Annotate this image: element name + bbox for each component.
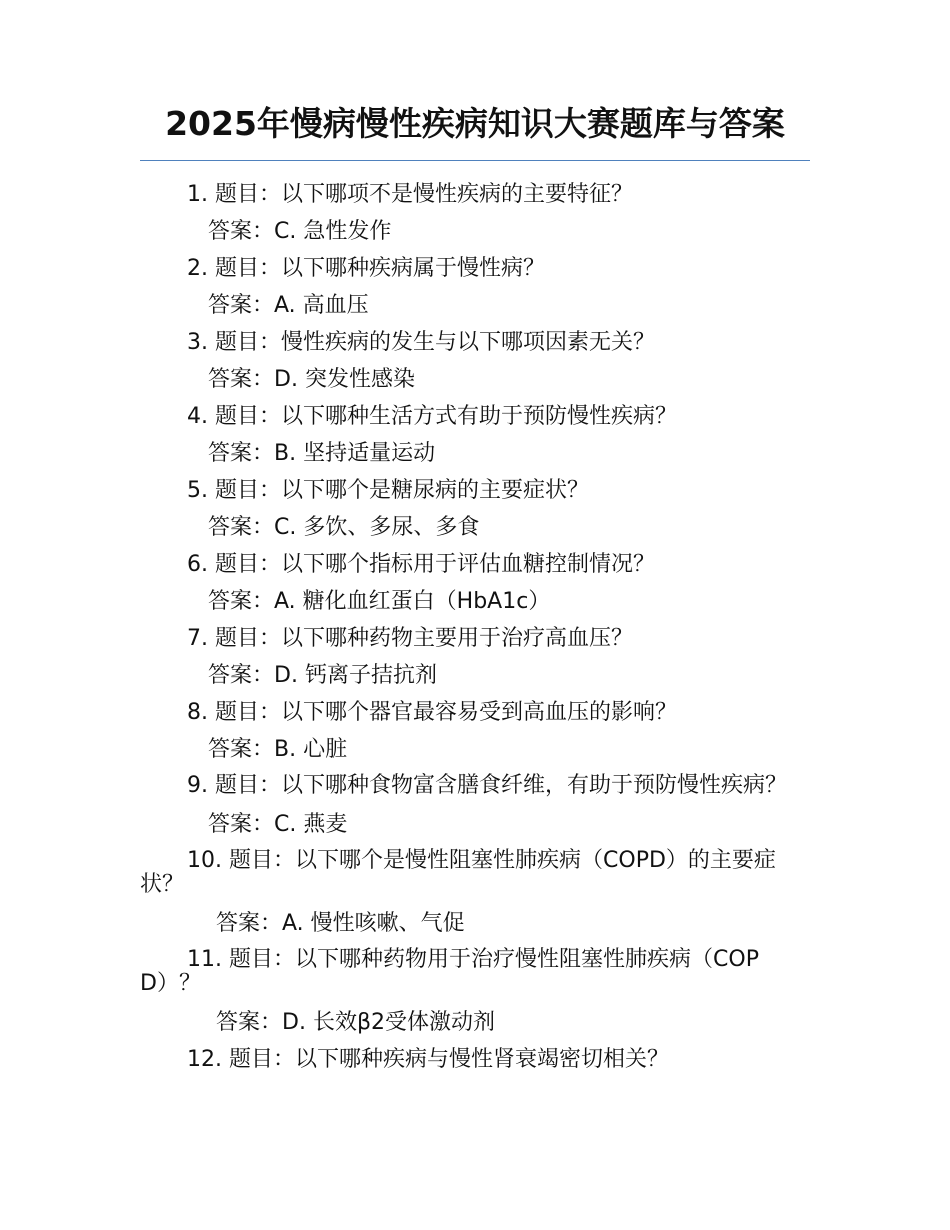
question-prefix: 题目： — [215, 404, 282, 429]
question-text: 以下哪个是慢性阻塞性肺疾病（COPD）的主要症状？ — [140, 848, 776, 897]
answer-text: C. 多饮、多尿、多食 — [274, 515, 480, 540]
answer-text: D. 突发性感染 — [274, 367, 415, 392]
answer-text: C. 燕麦 — [274, 812, 348, 837]
question-4 — [140, 398, 810, 435]
answer-3 — [140, 361, 810, 398]
question-text: 以下哪个指标用于评估血糖控制情况？ — [281, 552, 656, 577]
question-number: 8. — [187, 700, 208, 725]
answer-text: B. 心脏 — [274, 737, 348, 762]
answer-prefix: 答案： — [208, 589, 275, 614]
answer-prefix: 答案： — [216, 911, 283, 936]
question-5 — [140, 472, 810, 509]
answer-2 — [140, 287, 810, 324]
answer-8 — [140, 731, 810, 768]
question-12 — [140, 1041, 810, 1078]
question-number: 9. — [187, 773, 208, 798]
question-8 — [140, 694, 810, 731]
answer-9 — [140, 806, 810, 843]
question-prefix: 题目： — [229, 848, 296, 873]
question-text: 以下哪种药物用于治疗慢性阻塞性肺疾病（COPD）？ — [140, 947, 759, 996]
question-1 — [140, 176, 810, 213]
question-3 — [140, 324, 810, 361]
question-9 — [140, 774, 810, 798]
question-prefix: 题目： — [215, 182, 282, 207]
answer-6 — [140, 583, 810, 620]
answer-4 — [140, 435, 810, 472]
answer-prefix: 答案： — [208, 293, 275, 318]
question-6 — [140, 546, 810, 583]
question-text: 以下哪种食物富含膳食纤维，有助于预防慢性疾病？ — [281, 773, 788, 798]
question-11 — [140, 948, 810, 996]
question-list — [140, 176, 810, 1078]
question-number: 6. — [187, 552, 208, 577]
question-number: 3. — [187, 330, 208, 355]
question-prefix: 题目： — [215, 256, 282, 281]
question-prefix: 题目： — [229, 947, 296, 972]
answer-prefix: 答案： — [208, 441, 275, 466]
question-10 — [140, 849, 810, 897]
question-text: 以下哪种疾病与慢性肾衰竭密切相关？ — [295, 1047, 670, 1072]
answer-1 — [140, 213, 810, 250]
answer-prefix: 答案： — [208, 663, 275, 688]
question-text: 以下哪种生活方式有助于预防慢性疾病？ — [281, 404, 678, 429]
question-text: 以下哪个是糖尿病的主要症状？ — [281, 478, 590, 503]
question-text: 以下哪个器官最容易受到高血压的影响？ — [281, 700, 678, 725]
question-number: 7. — [187, 626, 208, 651]
question-number: 11. — [187, 947, 222, 972]
question-prefix: 题目： — [229, 1047, 296, 1072]
question-2 — [140, 250, 810, 287]
question-prefix: 题目： — [215, 626, 282, 651]
question-text: 慢性疾病的发生与以下哪项因素无关？ — [281, 330, 656, 355]
answer-prefix: 答案： — [216, 1010, 283, 1035]
answer-text: D. 钙离子拮抗剂 — [274, 663, 437, 688]
answer-prefix: 答案： — [208, 367, 275, 392]
question-number: 1. — [187, 182, 208, 207]
answer-prefix: 答案： — [208, 812, 275, 837]
question-text: 以下哪种疾病属于慢性病？ — [281, 256, 546, 281]
answer-text: A. 高血压 — [274, 293, 369, 318]
question-prefix: 题目： — [215, 773, 282, 798]
answer-text: A. 糖化血红蛋白（HbA1c） — [274, 589, 551, 614]
question-prefix: 题目： — [215, 700, 282, 725]
answer-prefix: 答案： — [208, 737, 275, 762]
answer-text: A. 慢性咳嗽、气促 — [282, 911, 465, 936]
question-number: 12. — [187, 1047, 222, 1072]
document-title: 2025年慢病慢性疾病知识大赛题库与答案 — [165, 104, 785, 143]
question-prefix: 题目： — [215, 552, 282, 577]
answer-5 — [140, 509, 810, 546]
question-7 — [140, 620, 810, 657]
question-number: 4. — [187, 404, 208, 429]
answer-11 — [140, 1004, 810, 1041]
question-prefix: 题目： — [215, 478, 282, 503]
question-text: 以下哪项不是慢性疾病的主要特征？ — [281, 182, 634, 207]
question-number: 2. — [187, 256, 208, 281]
title-underline — [140, 160, 810, 161]
answer-10 — [140, 905, 810, 942]
question-number: 5. — [187, 478, 208, 503]
answer-text: B. 坚持适量运动 — [274, 441, 436, 466]
answer-text: D. 长效β2受体激动剂 — [282, 1010, 495, 1035]
question-number: 10. — [187, 848, 222, 873]
answer-prefix: 答案： — [208, 219, 275, 244]
answer-text: C. 急性发作 — [274, 219, 392, 244]
answer-7 — [140, 657, 810, 694]
answer-prefix: 答案： — [208, 515, 275, 540]
question-prefix: 题目： — [215, 330, 282, 355]
question-text: 以下哪种药物主要用于治疗高血压？ — [281, 626, 634, 651]
